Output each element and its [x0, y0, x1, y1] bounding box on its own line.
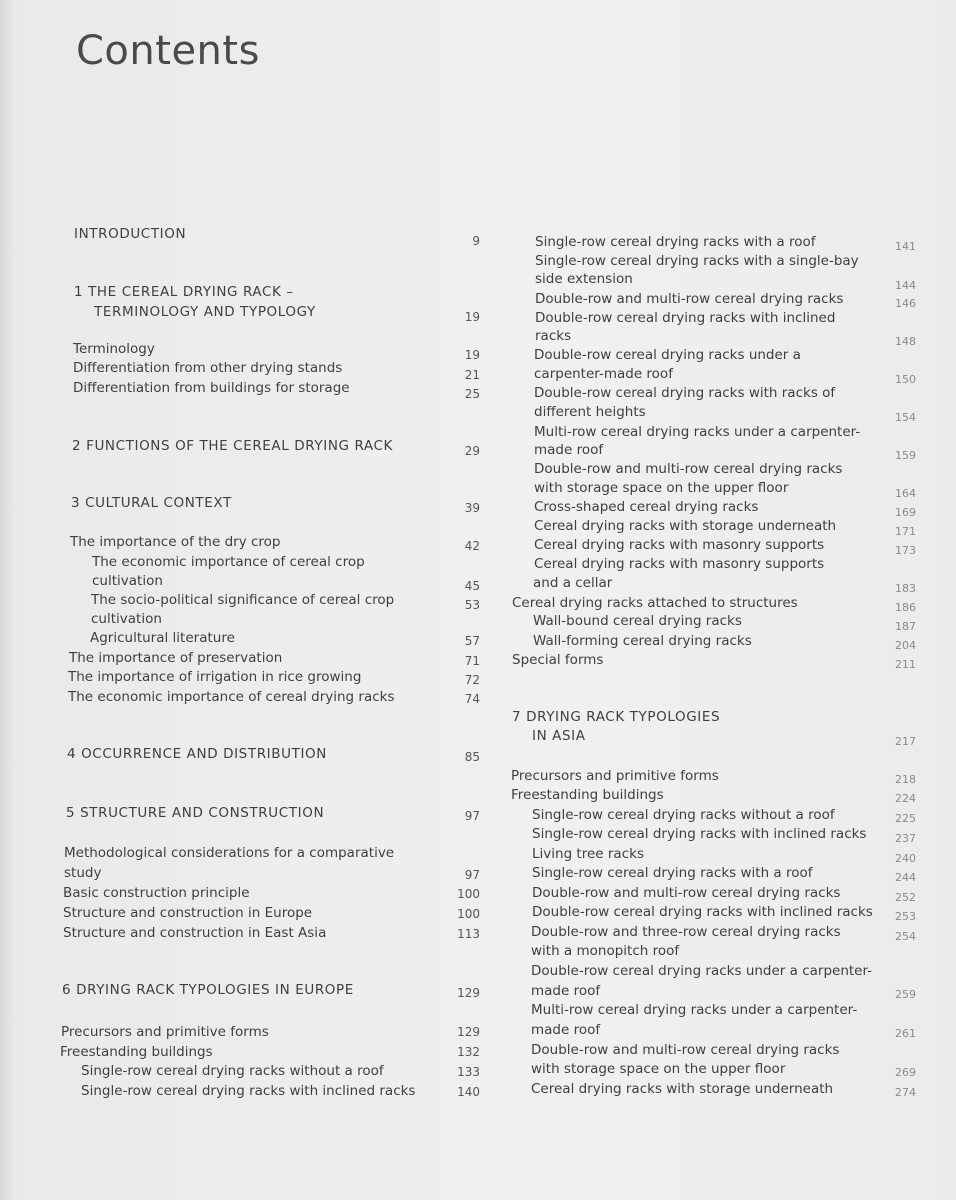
toc-entry: Multi-row cereal drying racks under a carpenter- [531, 1002, 858, 1018]
toc-page-number: 100 [457, 907, 480, 921]
toc-page-number: 183 [895, 582, 916, 595]
toc-entry: made roof [531, 983, 601, 999]
toc-entry: The importance of the dry crop [70, 534, 281, 550]
toc-entry: Double-row and multi-row cereal drying racks [531, 1042, 840, 1058]
toc-section-heading: IN ASIA [532, 728, 586, 744]
toc-entry: different heights [534, 404, 646, 420]
toc-page-number: 71 [464, 654, 480, 668]
toc-entry: Multi-row cereal drying racks under a carpenter- [534, 424, 861, 440]
toc-page-number: 211 [895, 658, 916, 671]
toc-page-number: 186 [895, 601, 916, 614]
toc-page-number: 133 [457, 1065, 480, 1079]
toc-page-number: 237 [895, 832, 916, 845]
toc-page-number: 240 [895, 852, 916, 865]
toc-page-number: 244 [895, 871, 916, 884]
toc-page-number: 19 [464, 310, 480, 324]
toc-entry: Double-row cereal drying racks with inclined [535, 310, 836, 326]
toc-page-number: 225 [895, 812, 916, 825]
toc-entry: Structure and construction in East Asia [63, 925, 327, 941]
toc-entry: The importance of preservation [69, 650, 283, 666]
toc-section-heading: 1 THE CEREAL DRYING RACK – [74, 284, 294, 300]
toc-page-number: 169 [895, 506, 916, 519]
toc-entry: carpenter-made roof [534, 366, 673, 382]
toc-entry: Terminology [73, 341, 155, 357]
toc-entry: Cereal drying racks attached to structures [512, 595, 798, 611]
toc-entry: Single-row cereal drying racks without a roof [81, 1063, 384, 1079]
toc-page-number: 144 [895, 279, 916, 292]
toc-entry: Double-row cereal drying racks under a [534, 347, 801, 363]
toc-entry: made roof [531, 1022, 601, 1038]
toc-page-number: 171 [895, 525, 916, 538]
toc-entry: Single-row cereal drying racks with inclined racks [532, 826, 867, 842]
toc-entry: Freestanding buildings [60, 1044, 213, 1060]
toc-entry: Double-row and multi-row cereal drying racks [532, 885, 841, 901]
toc-page-number: 29 [464, 444, 480, 458]
toc-entry: Double-row and multi-row cereal drying racks [534, 461, 843, 477]
toc-entry: Double-row cereal drying racks with racks of [534, 385, 836, 401]
toc-page-number: 150 [895, 373, 916, 386]
toc-entry: cultivation [91, 611, 162, 627]
toc-page-number: 129 [457, 1025, 480, 1039]
page-edge-shadow [0, 0, 14, 1200]
toc-page-number: 173 [895, 544, 916, 557]
toc-page-number: 39 [464, 501, 480, 515]
toc-section-heading: 5 STRUCTURE AND CONSTRUCTION [66, 805, 325, 821]
toc-page-number: 25 [464, 387, 480, 401]
toc-entry: Cereal drying racks with masonry supports [534, 556, 825, 572]
toc-page-number: 253 [895, 910, 916, 923]
toc-entry: Double-row and three-row cereal drying racks [531, 924, 841, 940]
toc-entry: Precursors and primitive forms [511, 768, 719, 784]
toc-page-number: 113 [457, 927, 480, 941]
toc-entry: Methodological considerations for a comparative [64, 845, 395, 861]
toc-entry: Cereal drying racks with storage underneath [534, 518, 837, 534]
toc-page-number: 74 [464, 692, 480, 706]
toc-entry: The economic importance of cereal drying racks [68, 689, 395, 705]
toc-page-number: 204 [895, 639, 916, 652]
toc-entry: Cereal drying racks with storage underneath [531, 1081, 834, 1097]
toc-entry: made roof [534, 442, 604, 458]
toc-entry: Freestanding buildings [511, 787, 664, 803]
toc-page-number: 224 [895, 792, 916, 805]
toc-page-number: 259 [895, 988, 916, 1001]
toc-entry: Wall-forming cereal drying racks [533, 633, 752, 649]
toc-entry: Single-row cereal drying racks with a roof [535, 234, 816, 250]
toc-page-number: 187 [895, 620, 916, 633]
toc-page-number: 97 [464, 868, 480, 882]
toc-page-number: 53 [464, 598, 480, 612]
toc-entry: side extension [535, 271, 633, 287]
toc-page-number: 42 [464, 539, 480, 553]
toc-page-number: 9 [472, 234, 480, 248]
toc-entry: Double-row and multi-row cereal drying racks [535, 291, 844, 307]
toc-page-number: 146 [895, 297, 916, 310]
toc-entry: Cereal drying racks with masonry supports [534, 537, 825, 553]
page-title: Contents [76, 28, 260, 74]
toc-entry: Cross-shaped cereal drying racks [534, 499, 759, 515]
toc-entry: with a monopitch roof [531, 943, 680, 959]
toc-page-number: 269 [895, 1066, 916, 1079]
toc-entry: and a cellar [533, 575, 613, 591]
toc-page-number: 45 [464, 579, 480, 593]
toc-entry: Single-row cereal drying racks with inclined racks [81, 1083, 416, 1099]
toc-page-number: 19 [464, 348, 480, 362]
toc-entry: The economic importance of cereal crop [92, 554, 365, 570]
toc-page-number: 57 [464, 634, 480, 648]
toc-page-number: 140 [457, 1085, 480, 1099]
toc-page-number: 141 [895, 240, 916, 253]
toc-page-number: 218 [895, 773, 916, 786]
toc-entry: Differentiation from buildings for storage [73, 380, 350, 396]
toc-entry: Wall-bound cereal drying racks [533, 613, 742, 629]
toc-page-number: 132 [457, 1045, 480, 1059]
toc-entry: Double-row cereal drying racks with inclined racks [532, 904, 873, 920]
toc-section-heading: TERMINOLOGY AND TYPOLOGY [94, 304, 316, 320]
toc-entry: Structure and construction in Europe [63, 905, 313, 921]
toc-entry: The importance of irrigation in rice growing [68, 669, 362, 685]
toc-section-heading: 7 DRYING RACK TYPOLOGIES [512, 709, 721, 725]
toc-section-heading: INTRODUCTION [74, 226, 187, 242]
toc-entry: with storage space on the upper floor [534, 480, 789, 496]
toc-page-number: 85 [464, 750, 480, 764]
toc-entry: cultivation [92, 573, 163, 589]
toc-entry: Precursors and primitive forms [61, 1024, 269, 1040]
toc-page-number: 217 [895, 735, 916, 748]
toc-section-heading: 3 CULTURAL CONTEXT [71, 495, 232, 511]
toc-page-number: 72 [464, 673, 480, 687]
toc-entry: Single-row cereal drying racks with a single-bay [535, 253, 859, 269]
toc-entry: study [64, 865, 102, 881]
toc-page-number: 129 [457, 986, 480, 1000]
toc-page-number: 261 [895, 1027, 916, 1040]
toc-entry: The socio-political significance of cereal crop [91, 592, 395, 608]
toc-page-number: 100 [457, 887, 480, 901]
toc-page-number: 274 [895, 1086, 916, 1099]
toc-page-number: 254 [895, 930, 916, 943]
toc-page-number: 159 [895, 449, 916, 462]
toc-entry: with storage space on the upper floor [531, 1061, 786, 1077]
toc-page-number: 164 [895, 487, 916, 500]
toc-page-number: 154 [895, 411, 916, 424]
toc-entry: Double-row cereal drying racks under a carpenter- [531, 963, 873, 979]
toc-section-heading: 4 OCCURRENCE AND DISTRIBUTION [67, 746, 327, 762]
toc-entry: racks [535, 328, 572, 344]
toc-entry: Basic construction principle [63, 885, 250, 901]
toc-entry: Differentiation from other drying stands [73, 360, 343, 376]
toc-section-heading: 2 FUNCTIONS OF THE CEREAL DRYING RACK [72, 438, 393, 454]
toc-section-heading: 6 DRYING RACK TYPOLOGIES IN EUROPE [62, 982, 354, 998]
toc-entry: Single-row cereal drying racks with a roof [532, 865, 813, 881]
toc-page-number: 21 [464, 368, 480, 382]
toc-entry: Agricultural literature [90, 630, 235, 646]
toc-page-number: 97 [464, 809, 480, 823]
toc-entry: Living tree racks [532, 846, 644, 862]
toc-entry: Single-row cereal drying racks without a roof [532, 807, 835, 823]
toc-entry: Special forms [512, 652, 604, 668]
toc-page-number: 252 [895, 891, 916, 904]
toc-page-number: 148 [895, 335, 916, 348]
